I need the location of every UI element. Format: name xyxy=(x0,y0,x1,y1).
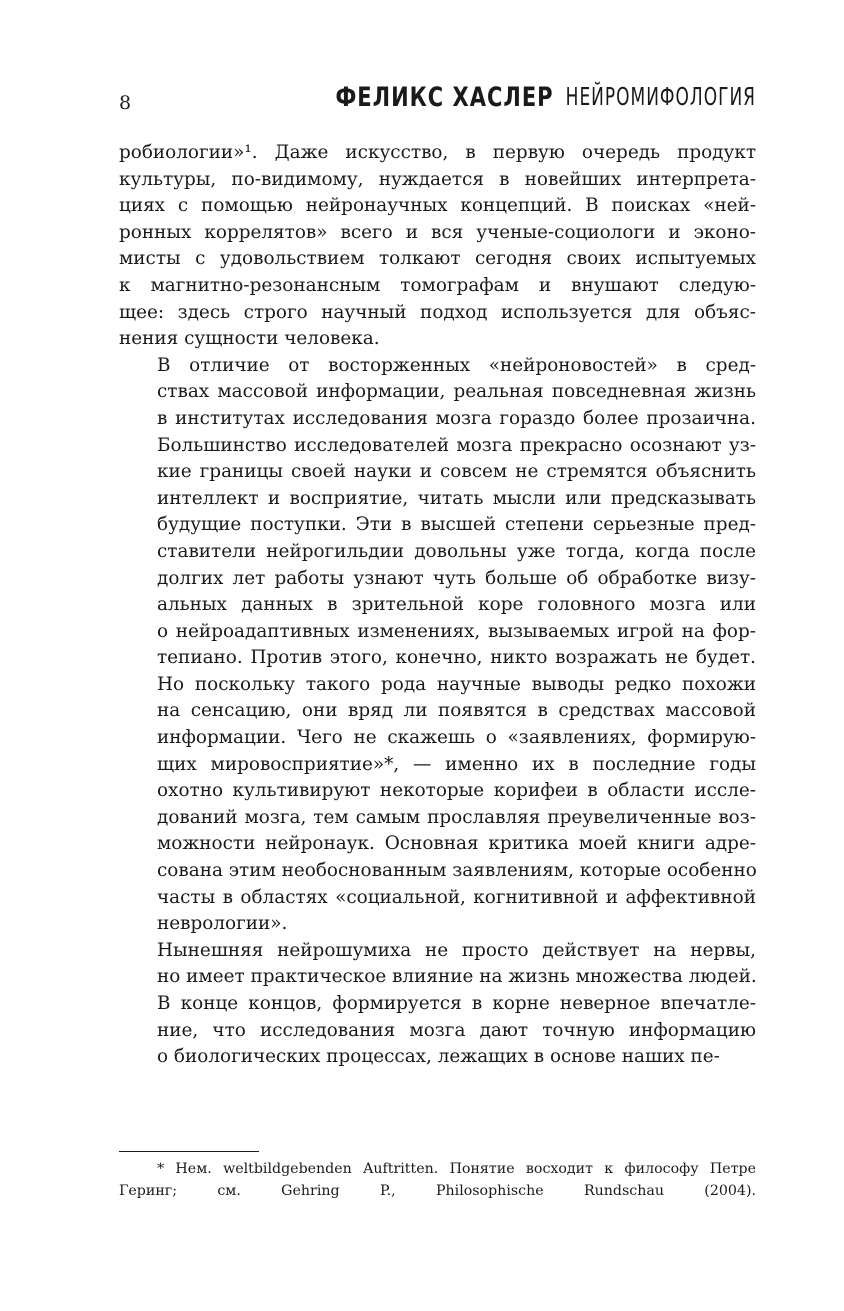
text-line: неврологии». xyxy=(157,913,288,935)
text-line: о нейроадаптивных изменениях, вызываемых игрой на фор- xyxy=(157,620,756,642)
text-line: на сенсацию, они вряд ли появятся в средствах массовой xyxy=(157,700,756,722)
page-number: 8 xyxy=(119,92,132,114)
text-line: кие границы своей науки и совсем не стремятся объяснить xyxy=(157,461,756,483)
text-line: щее: здесь строго научный подход используется для объяс- xyxy=(119,301,756,323)
text-line: к магнитно-резонансным томографам и внушают следую- xyxy=(119,274,756,296)
text-line: нения сущности человека. xyxy=(119,328,380,350)
paragraph xyxy=(119,140,756,353)
text-line: Но поскольку такого рода научные выводы редко похожи xyxy=(157,673,756,695)
text-line: будущие поступки. Эти в высшей степени серьезные пред- xyxy=(157,514,756,536)
footnote-divider xyxy=(119,1151,259,1152)
text-line: ние, что исследования мозга дают точную информацию xyxy=(157,1019,756,1041)
text-line: Большинство исследователей мозга прекрасно осознают уз- xyxy=(157,434,756,456)
text-line: долгих лет работы узнают чуть больше об обработке визу- xyxy=(157,567,756,589)
running-head xyxy=(335,82,756,112)
text-line: циях с помощью нейронаучных концепций. В поисках «ней- xyxy=(119,195,756,217)
body-text xyxy=(119,140,756,1071)
text-line: Нынешняя нейрошумиха не просто действует на нервы, xyxy=(157,939,756,961)
paragraph xyxy=(119,353,756,938)
text-line: В отличие от восторженных «нейроновостей» в сред- xyxy=(157,354,756,376)
text-line: интеллект и восприятие, читать мысли или предсказывать xyxy=(157,487,756,509)
author-name: ФЕЛИКС ХАСЛЕР xyxy=(335,82,554,112)
page-header xyxy=(119,82,756,118)
text-line: информации. Чего не скажешь о «заявлениях, формирую- xyxy=(157,727,756,749)
text-line: мисты с удовольствием толкают сегодня своих испытуемых xyxy=(119,248,756,270)
footnote-line: * Нем. weltbildgebenden Auftritten. Понятие восходит к философу Петре xyxy=(157,1161,756,1177)
text-line: щих мировосприятие»*, — именно их в последние годы xyxy=(157,753,756,775)
text-line: тепиано. Против этого, конечно, никто возражать не будет. xyxy=(157,647,756,669)
text-line: ронных коррелятов» всего и вся ученые-социологи и эконо- xyxy=(119,221,756,243)
footnote-line: Геринг; см. Gehring P., Philosophische Rundschau (2004). xyxy=(119,1183,756,1199)
text-line: дований мозга, тем самым прославляя преувеличенные воз- xyxy=(157,806,756,828)
text-line: сована этим необоснованным заявлениям, которые особенно xyxy=(157,860,757,882)
text-line: робиологии»¹. Даже искусство, в первую очередь продукт xyxy=(119,142,756,163)
text-line: культуры, по-видимому, нуждается в новейших интерпрета- xyxy=(119,168,756,190)
text-line: можности нейронаук. Основная критика моей книги адре- xyxy=(157,833,756,855)
book-title: НЕЙРОМИФОЛОГИЯ xyxy=(565,83,756,112)
paragraph xyxy=(119,938,756,1071)
text-line: в институтах исследования мозга гораздо более прозаична. xyxy=(157,407,756,429)
text-line: часты в областях «социальной, когнитивной и аффективной xyxy=(157,886,756,908)
text-line: но имеет практическое влияние на жизнь множества людей. xyxy=(157,966,757,988)
text-line: охотно культивируют некоторые корифеи в области иссле- xyxy=(157,780,756,802)
text-line: ствах массовой информации, реальная повседневная жизнь xyxy=(157,381,756,403)
text-line: В конце концов, формируется в корне неверное впечатле- xyxy=(157,993,756,1014)
text-line: о биологических процессах, лежащих в основе наших пе- xyxy=(157,1046,720,1068)
footnote xyxy=(119,1158,756,1202)
text-line: альных данных в зрительной коре головного мозга или xyxy=(157,594,756,616)
text-line: ставители нейрогильдии довольны уже тогда, когда после xyxy=(157,540,756,562)
